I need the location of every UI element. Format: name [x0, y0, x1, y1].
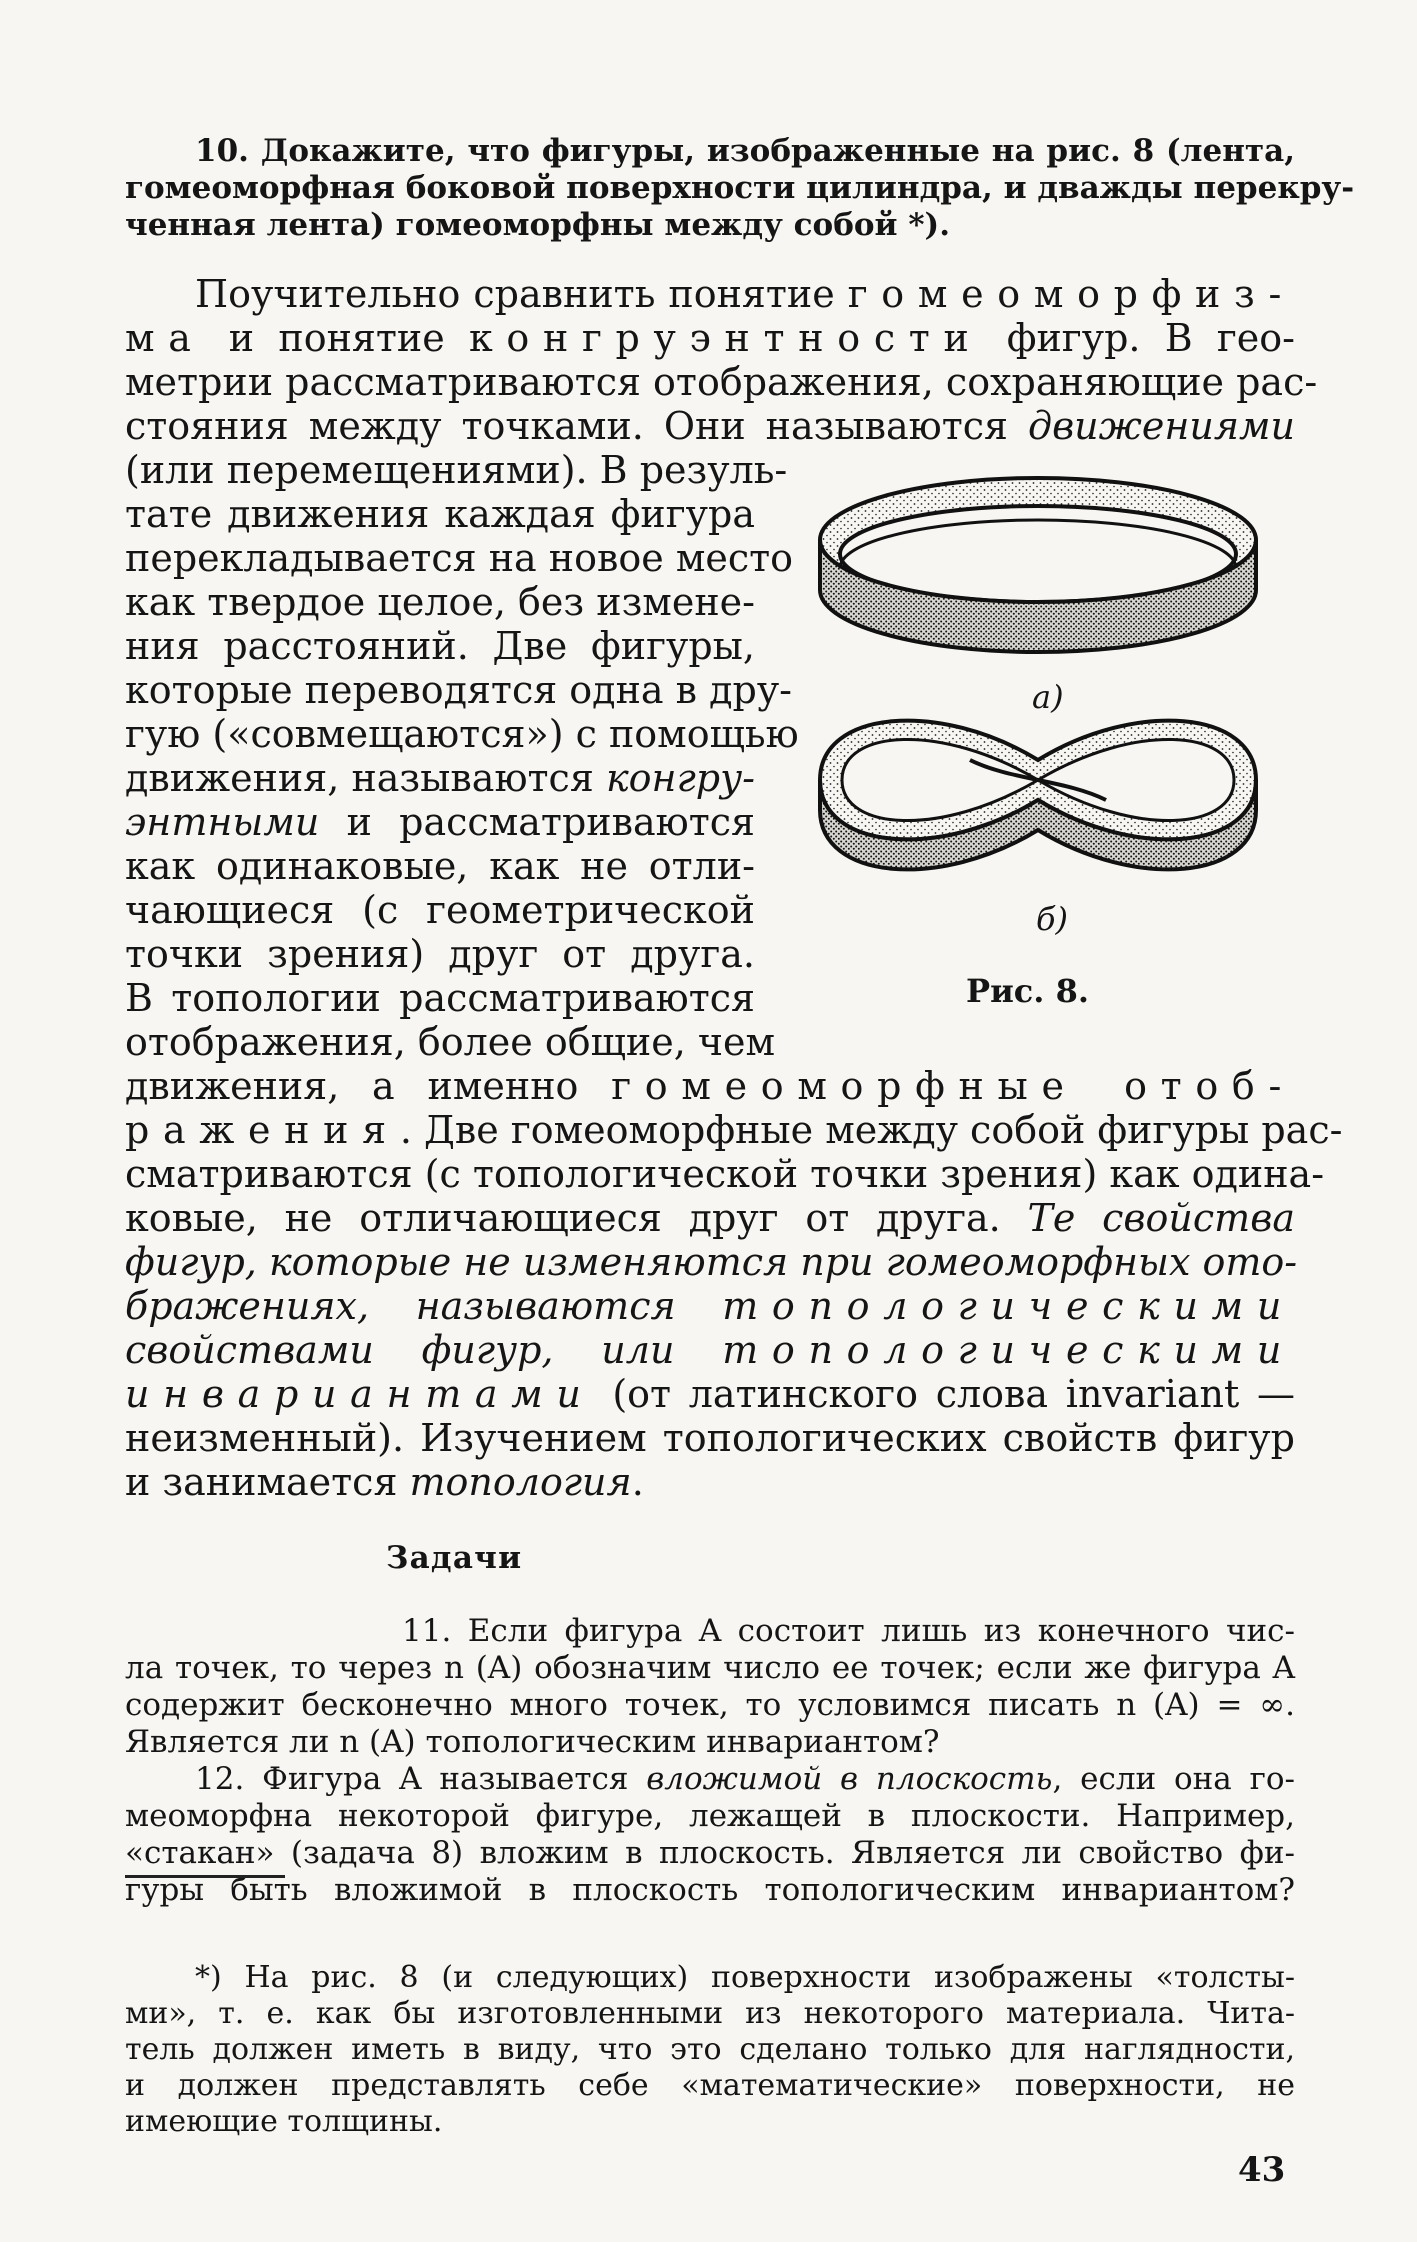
italic-term: Те свойства: [1027, 1196, 1295, 1240]
problem-12-line-3: «стакан» (задача 8) вложим в плоскость. Является ли свойство фи-: [125, 1835, 1295, 1871]
spaced-italic-term: инвариантами: [125, 1372, 595, 1416]
para-line-26: [125, 1372, 1295, 1416]
spaced-italic-term: топологическими: [722, 1328, 1295, 1372]
text: 12. Фигура A называется: [195, 1761, 647, 1797]
problem-11-line-1: 11. Если фигура A состоит лишь из конечного чис-: [402, 1613, 1295, 1649]
para-line-28: [125, 1460, 1295, 1504]
spaced-term: гомеоморфные отоб-: [611, 1064, 1295, 1108]
spaced-term: ражения: [125, 1108, 400, 1152]
para-line-15: чающиеся (с геометрической: [125, 888, 755, 932]
para-line-27: неизменный). Изучением топологических свойств фигур: [125, 1416, 1295, 1460]
para-line-13: [125, 800, 755, 844]
text: (от латинского слова invariant —: [594, 1372, 1295, 1416]
para-line-8: как твердое целое, без измене-: [125, 580, 755, 624]
spaced-term: конгруэнтности: [468, 316, 983, 360]
para-line-11: гую («совмещаются») с помощью: [125, 712, 799, 756]
problem-10-line-2: гомеоморфная боковой поверхности цилиндра, и дважды перекру-: [125, 170, 1355, 206]
para-line-25: [125, 1328, 1295, 1372]
italic-term: топология: [409, 1460, 632, 1504]
text: стояния между точками. Они называются: [125, 404, 1028, 448]
problem-10-line-3: ченная лента) гомеоморфны между собой *).: [125, 207, 951, 243]
para-line-17: В топологии рассматриваются: [125, 976, 755, 1020]
text: .: [631, 1460, 644, 1504]
page-number: 43: [1238, 2150, 1286, 2190]
footnote-line-4: и должен представлять себе «математические» поверхности, не: [125, 2068, 1295, 2103]
italic-term: бражениях, называются: [125, 1284, 723, 1328]
twisted-band: [820, 721, 1256, 870]
text: и рассматриваются: [319, 800, 755, 844]
para-line-4: [125, 404, 1295, 448]
spaced-term: ма: [125, 316, 205, 360]
para-line-12: [125, 756, 755, 800]
para-line-19: [125, 1064, 1295, 1108]
para-line-7: перекладывается на новое место: [125, 536, 794, 580]
para-line-23: фигур, которые не изменяются при гомеоморфных ото-: [125, 1240, 1298, 1284]
text: . Две гомеоморфные между собой фигуры рас-: [399, 1108, 1343, 1152]
spaced-italic-term: топологическими: [722, 1284, 1295, 1328]
italic-term: свойствами фигур, или: [125, 1328, 723, 1372]
figure-caption: Рис. 8.: [966, 972, 1089, 1010]
text: движения, а именно: [125, 1064, 612, 1108]
italic-term: вложимой в плоскость: [646, 1761, 1053, 1797]
text: фигур. В гео-: [982, 316, 1295, 360]
italic-term: энтными: [125, 800, 320, 844]
para-line-3: метрии рассматриваются отображения, сохраняющие рас-: [125, 360, 1318, 404]
italic-term: движениями: [1027, 404, 1295, 448]
problem-12-line-1: [195, 1761, 1295, 1797]
para-line-14: как одинаковые, как не отли-: [125, 844, 755, 888]
text: и понятие: [204, 316, 469, 360]
para-line-9: ния расстояний. Две фигуры,: [125, 624, 755, 668]
text: ковые, не отличающиеся друг от друга.: [125, 1196, 1028, 1240]
spaced-term: гомеоморфиз-: [847, 272, 1295, 316]
para-line-10: которые переводятся одна в дру-: [125, 668, 793, 712]
para-line-22: [125, 1196, 1295, 1240]
problem-11-line-2: ла точек, то через n (A) обозначим число ее точек; если же фигура A: [125, 1650, 1295, 1686]
footnote-line-1: *) На рис. 8 (и следующих) поверхности изображены «толсты-: [195, 1960, 1295, 1995]
figure-label-a: а): [1032, 678, 1064, 716]
para-line-18: отображения, более общие, чем: [125, 1020, 776, 1064]
problem-12-line-2: меоморфна некоторой фигуре, лежащей в плоскости. Например,: [125, 1798, 1295, 1834]
section-title: Задачи: [386, 1540, 523, 1576]
cylinder-band: [820, 478, 1256, 652]
text: , если она го-: [1052, 1761, 1295, 1797]
para-line-6: тате движения каждая фигура: [125, 492, 755, 536]
para-line-21: сматриваются (с топологической точки зрения) как одина-: [125, 1152, 1325, 1196]
footnote-line-5: имеющие толщины.: [125, 2104, 443, 2139]
italic-term: конгру-: [605, 756, 755, 800]
footnote-line-2: ми», т. е. как бы изготовленными из некоторого материала. Чита-: [125, 1996, 1295, 2031]
para-line-2: [125, 316, 1295, 360]
footnote-line-3: тель должен иметь в виду, что это сделано только для наглядности,: [125, 2032, 1295, 2067]
para-line-5: (или перемещениями). В резуль-: [125, 448, 788, 492]
para-line-20: [125, 1108, 1343, 1152]
problem-11-line-3: содержит бесконечно много точек, то условимся писать n (A) = ∞.: [125, 1687, 1295, 1723]
para-line-1: [195, 272, 1295, 316]
para-line-24: [125, 1284, 1295, 1328]
text: движения, называются: [125, 756, 606, 800]
para-line-16: точки зрения) друг от друга.: [125, 932, 755, 976]
footnote-divider: [125, 1875, 285, 1878]
problem-12-line-4: гуры быть вложимой в плоскость топологическим инвариантом?: [125, 1872, 1295, 1908]
text: Поучительно сравнить понятие: [195, 272, 848, 316]
figure-label-b: б): [1036, 900, 1069, 938]
problem-11-line-4: Является ли n (A) топологическим инвариантом?: [125, 1724, 940, 1760]
problem-10-line-1: 10. Докажите, что фигуры, изображенные на рис. 8 (лента,: [195, 133, 1295, 169]
text: и занимается: [125, 1460, 410, 1504]
